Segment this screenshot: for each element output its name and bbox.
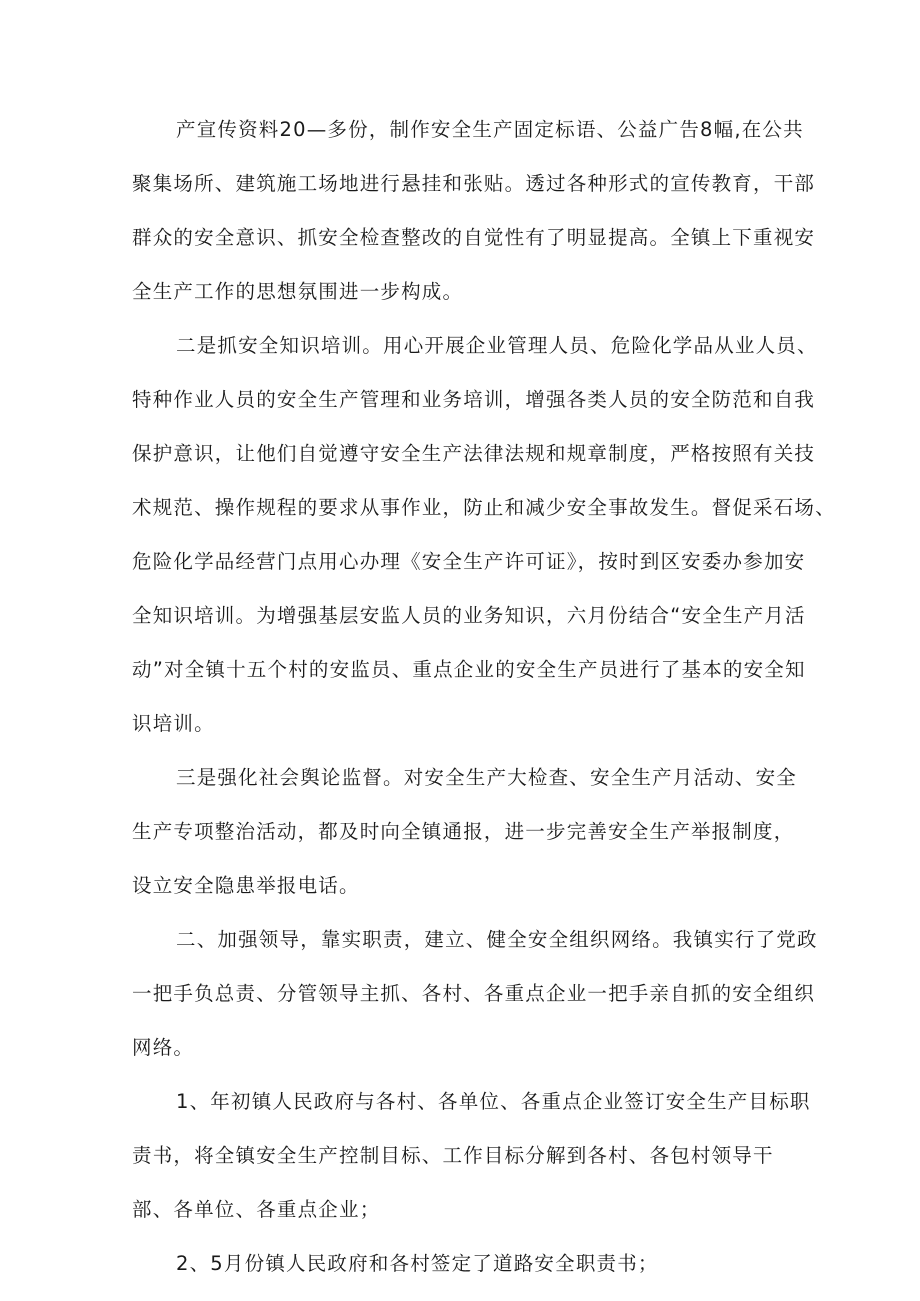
text-line-16: 二、加强领导，靠实职责，建立、健全安全组织网络。我镇实行了党政 xyxy=(176,928,818,951)
text-line-14: 生产专项整治活动，都及时向全镇通报，进一步完善安全生产举报制度， xyxy=(132,820,795,843)
text-line-8: 术规范、操作规程的要求从事作业，防止和减少安全事故发生。督促采石场、 xyxy=(132,496,836,519)
text-line-3: 群众的安全意识、抓安全检查整改的自觉性有了明显提高。全镇上下重视安 xyxy=(132,226,816,249)
text-line-15: 设立安全隐患举报电话。 xyxy=(132,874,360,897)
text-line-1: 产宣传资料20—多份，制作安全生产固定标语、公益广告8幅,在公共 xyxy=(176,118,804,141)
text-line-9: 危险化学品经营门点用心办理《安全生产许可证》，按时到区安委办参加安 xyxy=(132,550,806,573)
text-line-19: 1、年初镇人民政府与各村、各单位、各重点企业签订安全生产目标职 xyxy=(176,1090,811,1113)
text-line-22: 2、5月份镇人民政府和各村签定了道路安全职责书； xyxy=(176,1252,659,1275)
text-line-20: 责书，将全镇安全生产控制目标、工作目标分解到各村、各包村领导干 xyxy=(132,1144,774,1167)
text-line-18: 网络。 xyxy=(132,1036,195,1059)
text-line-21: 部、各单位、各重点企业； xyxy=(132,1198,381,1221)
text-line-10: 全知识培训。为增强基层安监人员的业务知识，六月份结合“安全生产月活 xyxy=(132,604,806,627)
text-line-4: 全生产工作的思想氛围进一步构成。 xyxy=(132,280,464,303)
text-line-2: 聚集场所、建筑施工场地进行悬挂和张贴。透过各种形式的宣传教育，干部 xyxy=(132,172,816,195)
text-line-12: 识培训。 xyxy=(132,712,215,735)
text-line-7: 保护意识，让他们自觉遵守安全生产法律法规和规章制度，严格按照有关技 xyxy=(132,442,816,465)
text-line-17: 一把手负总责、分管领导主抓、各村、各重点企业一把手亲自抓的安全组织 xyxy=(132,982,816,1005)
text-line-6: 特种作业人员的安全生产管理和业务培训，增强各类人员的安全防范和自我 xyxy=(132,388,816,411)
text-line-13: 三是强化社会舆论监督。对安全生产大检查、安全生产月活动、安全 xyxy=(176,766,798,789)
text-line-11: 动”对全镇十五个村的安监员、重点企业的安全生产员进行了基本的安全知 xyxy=(132,658,806,681)
text-line-5: 二是抓安全知识培训。用心开展企业管理人员、危险化学品从业人员、 xyxy=(176,334,818,357)
